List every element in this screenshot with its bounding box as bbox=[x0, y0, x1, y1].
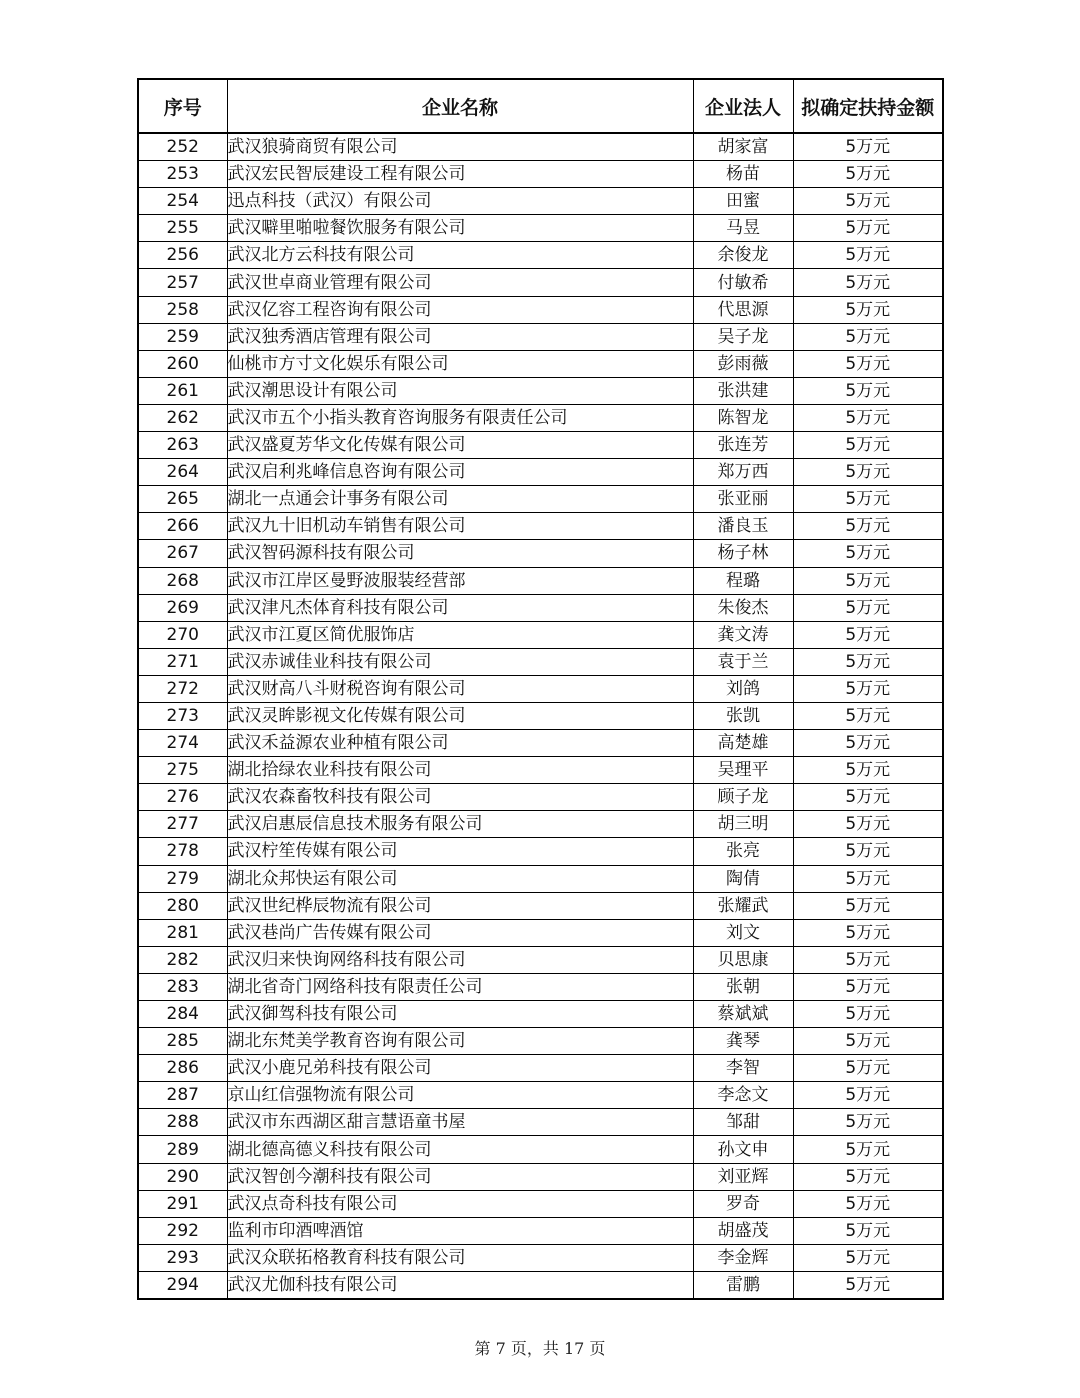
row-index: 284 bbox=[138, 1001, 227, 1028]
table-row bbox=[138, 1271, 943, 1299]
table-row bbox=[138, 377, 943, 404]
company-name: 湖北众邦快运有限公司 bbox=[227, 865, 693, 892]
support-amount: 5万元 bbox=[793, 1109, 943, 1136]
support-amount: 5万元 bbox=[793, 432, 943, 459]
table-row bbox=[138, 811, 943, 838]
table-row bbox=[138, 784, 943, 811]
row-index: 266 bbox=[138, 513, 227, 540]
table-row bbox=[138, 540, 943, 567]
company-name: 武汉智码源科技有限公司 bbox=[227, 540, 693, 567]
table-row bbox=[138, 1082, 943, 1109]
table-row bbox=[138, 1001, 943, 1028]
row-index: 259 bbox=[138, 323, 227, 350]
row-index: 260 bbox=[138, 350, 227, 377]
legal-representative: 张连芳 bbox=[693, 432, 793, 459]
legal-representative: 胡三明 bbox=[693, 811, 793, 838]
support-amount: 5万元 bbox=[793, 919, 943, 946]
support-amount: 5万元 bbox=[793, 1055, 943, 1082]
company-name: 武汉宏民智辰建设工程有限公司 bbox=[227, 161, 693, 188]
row-index: 270 bbox=[138, 621, 227, 648]
table-row bbox=[138, 648, 943, 675]
table-row bbox=[138, 1028, 943, 1055]
support-amount: 5万元 bbox=[793, 1001, 943, 1028]
support-amount: 5万元 bbox=[793, 892, 943, 919]
legal-representative: 潘良玉 bbox=[693, 513, 793, 540]
row-index: 286 bbox=[138, 1055, 227, 1082]
subsidy-table bbox=[137, 78, 944, 1300]
support-amount: 5万元 bbox=[793, 540, 943, 567]
row-index: 264 bbox=[138, 459, 227, 486]
company-name: 武汉禾益源农业种植有限公司 bbox=[227, 730, 693, 757]
row-index: 294 bbox=[138, 1271, 227, 1299]
support-amount: 5万元 bbox=[793, 269, 943, 296]
header-legal-representative: 企业法人 bbox=[693, 79, 793, 133]
legal-representative: 李智 bbox=[693, 1055, 793, 1082]
row-index: 254 bbox=[138, 188, 227, 215]
legal-representative: 陈智龙 bbox=[693, 404, 793, 431]
legal-representative: 郑万西 bbox=[693, 459, 793, 486]
support-amount: 5万元 bbox=[793, 838, 943, 865]
row-index: 276 bbox=[138, 784, 227, 811]
row-index: 265 bbox=[138, 486, 227, 513]
table-row bbox=[138, 1244, 943, 1271]
legal-representative: 彭雨薇 bbox=[693, 350, 793, 377]
table-row bbox=[138, 919, 943, 946]
row-index: 257 bbox=[138, 269, 227, 296]
company-name: 武汉狼骑商贸有限公司 bbox=[227, 133, 693, 161]
table-row bbox=[138, 161, 943, 188]
row-index: 288 bbox=[138, 1109, 227, 1136]
table-row bbox=[138, 188, 943, 215]
row-index: 279 bbox=[138, 865, 227, 892]
legal-representative: 孙文申 bbox=[693, 1136, 793, 1163]
legal-representative: 陶倩 bbox=[693, 865, 793, 892]
legal-representative: 吴子龙 bbox=[693, 323, 793, 350]
row-index: 258 bbox=[138, 296, 227, 323]
legal-representative: 顾子龙 bbox=[693, 784, 793, 811]
company-name: 武汉众联拓格教育科技有限公司 bbox=[227, 1244, 693, 1271]
row-index: 275 bbox=[138, 757, 227, 784]
support-amount: 5万元 bbox=[793, 757, 943, 784]
support-amount: 5万元 bbox=[793, 242, 943, 269]
row-index: 262 bbox=[138, 404, 227, 431]
legal-representative: 马昱 bbox=[693, 215, 793, 242]
company-name: 武汉九十旧机动车销售有限公司 bbox=[227, 513, 693, 540]
row-index: 252 bbox=[138, 133, 227, 161]
support-amount: 5万元 bbox=[793, 133, 943, 161]
company-name: 武汉盛夏芳华文化传媒有限公司 bbox=[227, 432, 693, 459]
row-index: 280 bbox=[138, 892, 227, 919]
company-name: 武汉尤伽科技有限公司 bbox=[227, 1271, 693, 1299]
support-amount: 5万元 bbox=[845, 1274, 891, 1295]
legal-representative: 吴理平 bbox=[693, 757, 793, 784]
table-row bbox=[138, 1136, 943, 1163]
company-name: 湖北东梵美学教育咨询有限公司 bbox=[227, 1028, 693, 1055]
row-index: 255 bbox=[138, 215, 227, 242]
legal-representative: 杨苗 bbox=[693, 161, 793, 188]
company-name: 湖北拾绿农业科技有限公司 bbox=[227, 757, 693, 784]
legal-representative: 田蜜 bbox=[693, 188, 793, 215]
page-number: 第 7 页，共 17 页 bbox=[474, 1339, 606, 1358]
table-row bbox=[138, 242, 943, 269]
company-name: 武汉农森畜牧科技有限公司 bbox=[227, 784, 693, 811]
table-row bbox=[138, 621, 943, 648]
support-amount: 5万元 bbox=[793, 1217, 943, 1244]
legal-representative: 高楚雄 bbox=[693, 730, 793, 757]
support-amount: 5万元 bbox=[793, 702, 943, 729]
legal-representative: 代思源 bbox=[693, 296, 793, 323]
table-row bbox=[138, 486, 943, 513]
support-amount: 5万元 bbox=[793, 350, 943, 377]
support-amount: 5万元 bbox=[793, 730, 943, 757]
row-index: 292 bbox=[138, 1217, 227, 1244]
table-row bbox=[138, 1163, 943, 1190]
company-name: 武汉归来快询网络科技有限公司 bbox=[227, 946, 693, 973]
legal-representative: 李念文 bbox=[693, 1082, 793, 1109]
row-index: 273 bbox=[138, 702, 227, 729]
support-amount: 5万元 bbox=[793, 865, 943, 892]
legal-representative: 朱俊杰 bbox=[693, 594, 793, 621]
company-name: 监利市印酒啤酒馆 bbox=[227, 1217, 693, 1244]
support-amount: 5万元 bbox=[793, 513, 943, 540]
legal-representative: 袁于兰 bbox=[693, 648, 793, 675]
support-amount: 5万元 bbox=[793, 1190, 943, 1217]
row-index: 267 bbox=[138, 540, 227, 567]
support-amount: 5万元 bbox=[793, 459, 943, 486]
legal-representative: 张洪建 bbox=[693, 377, 793, 404]
support-amount: 5万元 bbox=[793, 1244, 943, 1271]
support-amount: 5万元 bbox=[793, 784, 943, 811]
table-row bbox=[138, 432, 943, 459]
legal-representative: 张凯 bbox=[693, 702, 793, 729]
company-name: 武汉市江夏区简优服饰店 bbox=[227, 621, 693, 648]
legal-representative: 雷鹏 bbox=[693, 1271, 793, 1299]
row-index: 291 bbox=[138, 1190, 227, 1217]
table-row bbox=[138, 865, 943, 892]
table-row bbox=[138, 567, 943, 594]
table-row bbox=[138, 838, 943, 865]
table-row bbox=[138, 730, 943, 757]
support-amount: 5万元 bbox=[793, 648, 943, 675]
row-index: 261 bbox=[138, 377, 227, 404]
legal-representative: 张朝 bbox=[693, 973, 793, 1000]
company-name: 武汉世卓商业管理有限公司 bbox=[227, 269, 693, 296]
company-name: 京山红信强物流有限公司 bbox=[227, 1082, 693, 1109]
table-row bbox=[138, 757, 943, 784]
table-row bbox=[138, 892, 943, 919]
support-amount: 5万元 bbox=[793, 296, 943, 323]
row-index: 283 bbox=[138, 973, 227, 1000]
row-index: 287 bbox=[138, 1082, 227, 1109]
company-name: 武汉财高八斗财税咨询有限公司 bbox=[227, 675, 693, 702]
company-name: 武汉亿容工程咨询有限公司 bbox=[227, 296, 693, 323]
table-row bbox=[138, 323, 943, 350]
table-row bbox=[138, 459, 943, 486]
row-index: 256 bbox=[138, 242, 227, 269]
row-index: 274 bbox=[138, 730, 227, 757]
table-row bbox=[138, 269, 943, 296]
support-amount: 5万元 bbox=[793, 486, 943, 513]
support-amount: 5万元 bbox=[793, 215, 943, 242]
row-index: 272 bbox=[138, 675, 227, 702]
legal-representative: 刘亚辉 bbox=[693, 1163, 793, 1190]
legal-representative: 杨子林 bbox=[693, 540, 793, 567]
row-index: 271 bbox=[138, 648, 227, 675]
company-name: 武汉市江岸区曼野波服装经营部 bbox=[227, 567, 693, 594]
support-amount: 5万元 bbox=[793, 1163, 943, 1190]
legal-representative: 邹甜 bbox=[693, 1109, 793, 1136]
table-row bbox=[138, 594, 943, 621]
company-name: 武汉赤诚佳业科技有限公司 bbox=[227, 648, 693, 675]
header-support-amount: 拟确定扶持金额 bbox=[793, 79, 943, 133]
row-index: 290 bbox=[138, 1163, 227, 1190]
legal-representative: 刘鸽 bbox=[693, 675, 793, 702]
company-name: 仙桃市方寸文化娱乐有限公司 bbox=[227, 350, 693, 377]
support-amount: 5万元 bbox=[793, 161, 943, 188]
company-name: 武汉启利兆峰信息咨询有限公司 bbox=[227, 459, 693, 486]
legal-representative: 龚琴 bbox=[693, 1028, 793, 1055]
header-row bbox=[138, 79, 943, 133]
support-amount: 5万元 bbox=[793, 621, 943, 648]
company-name: 武汉小鹿兄弟科技有限公司 bbox=[227, 1055, 693, 1082]
row-index: 281 bbox=[138, 919, 227, 946]
row-index: 293 bbox=[138, 1244, 227, 1271]
company-name: 武汉市东西湖区甜言慧语童书屋 bbox=[227, 1109, 693, 1136]
table-row bbox=[138, 973, 943, 1000]
support-amount: 5万元 bbox=[793, 1082, 943, 1109]
company-name: 湖北德高德义科技有限公司 bbox=[227, 1136, 693, 1163]
table-row bbox=[138, 133, 943, 161]
legal-representative: 张亚丽 bbox=[693, 486, 793, 513]
support-amount: 5万元 bbox=[793, 946, 943, 973]
company-name: 武汉智创今潮科技有限公司 bbox=[227, 1163, 693, 1190]
legal-representative: 张耀武 bbox=[693, 892, 793, 919]
legal-representative: 刘文 bbox=[693, 919, 793, 946]
company-name: 武汉御驾科技有限公司 bbox=[227, 1001, 693, 1028]
row-index: 268 bbox=[138, 567, 227, 594]
legal-representative: 龚文涛 bbox=[693, 621, 793, 648]
row-index: 277 bbox=[138, 811, 227, 838]
legal-representative: 贝思康 bbox=[693, 946, 793, 973]
support-amount: 5万元 bbox=[793, 1136, 943, 1163]
table-row bbox=[138, 1190, 943, 1217]
table-body bbox=[138, 133, 943, 1299]
company-name: 武汉启惠辰信息技术服务有限公司 bbox=[227, 811, 693, 838]
company-name: 武汉巷尚广告传媒有限公司 bbox=[227, 919, 693, 946]
row-index: 263 bbox=[138, 432, 227, 459]
legal-representative: 程璐 bbox=[693, 567, 793, 594]
support-amount: 5万元 bbox=[793, 377, 943, 404]
row-index: 253 bbox=[138, 161, 227, 188]
row-index: 269 bbox=[138, 594, 227, 621]
legal-representative: 罗奇 bbox=[693, 1190, 793, 1217]
company-name: 武汉津凡杰体育科技有限公司 bbox=[227, 594, 693, 621]
table-row bbox=[138, 1055, 943, 1082]
company-name: 武汉点奇科技有限公司 bbox=[227, 1190, 693, 1217]
table-row bbox=[138, 350, 943, 377]
row-index: 278 bbox=[138, 838, 227, 865]
company-name: 武汉世纪桦辰物流有限公司 bbox=[227, 892, 693, 919]
row-index: 285 bbox=[138, 1028, 227, 1055]
company-name: 武汉潮思设计有限公司 bbox=[227, 377, 693, 404]
company-name: 武汉市五个小指头教育咨询服务有限责任公司 bbox=[227, 404, 693, 431]
company-name: 迅点科技（武汉）有限公司 bbox=[227, 188, 693, 215]
company-name: 武汉独秀酒店管理有限公司 bbox=[227, 323, 693, 350]
table-row bbox=[138, 513, 943, 540]
row-index: 282 bbox=[138, 946, 227, 973]
company-name: 武汉北方云科技有限公司 bbox=[227, 242, 693, 269]
company-name: 湖北省奇门网络科技有限责任公司 bbox=[227, 973, 693, 1000]
company-name: 武汉柠笙传媒有限公司 bbox=[227, 838, 693, 865]
table-row bbox=[138, 296, 943, 323]
support-amount: 5万元 bbox=[793, 675, 943, 702]
legal-representative: 胡盛茂 bbox=[693, 1217, 793, 1244]
table-row bbox=[138, 1217, 943, 1244]
company-name: 武汉灵眸影视文化传媒有限公司 bbox=[227, 702, 693, 729]
company-name: 湖北一点通会计事务有限公司 bbox=[227, 486, 693, 513]
header-company-name: 企业名称 bbox=[227, 79, 693, 133]
legal-representative: 余俊龙 bbox=[693, 242, 793, 269]
header-index: 序号 bbox=[138, 79, 227, 133]
support-amount: 5万元 bbox=[793, 973, 943, 1000]
support-amount: 5万元 bbox=[793, 1028, 943, 1055]
table-row bbox=[138, 675, 943, 702]
table-header bbox=[138, 79, 943, 133]
legal-representative: 张亮 bbox=[693, 838, 793, 865]
row-index: 289 bbox=[138, 1136, 227, 1163]
table-row bbox=[138, 215, 943, 242]
table-row bbox=[138, 702, 943, 729]
support-amount: 5万元 bbox=[793, 404, 943, 431]
company-name: 武汉噼里啪啦餐饮服务有限公司 bbox=[227, 215, 693, 242]
table-row bbox=[138, 404, 943, 431]
table-row bbox=[138, 946, 943, 973]
support-amount: 5万元 bbox=[793, 567, 943, 594]
support-amount: 5万元 bbox=[793, 811, 943, 838]
support-amount: 5万元 bbox=[793, 594, 943, 621]
legal-representative: 李金辉 bbox=[693, 1244, 793, 1271]
legal-representative: 付敏希 bbox=[693, 269, 793, 296]
legal-representative: 蔡斌斌 bbox=[693, 1001, 793, 1028]
table-row bbox=[138, 1109, 943, 1136]
support-amount: 5万元 bbox=[793, 188, 943, 215]
support-amount: 5万元 bbox=[793, 323, 943, 350]
legal-representative: 胡家富 bbox=[693, 133, 793, 161]
